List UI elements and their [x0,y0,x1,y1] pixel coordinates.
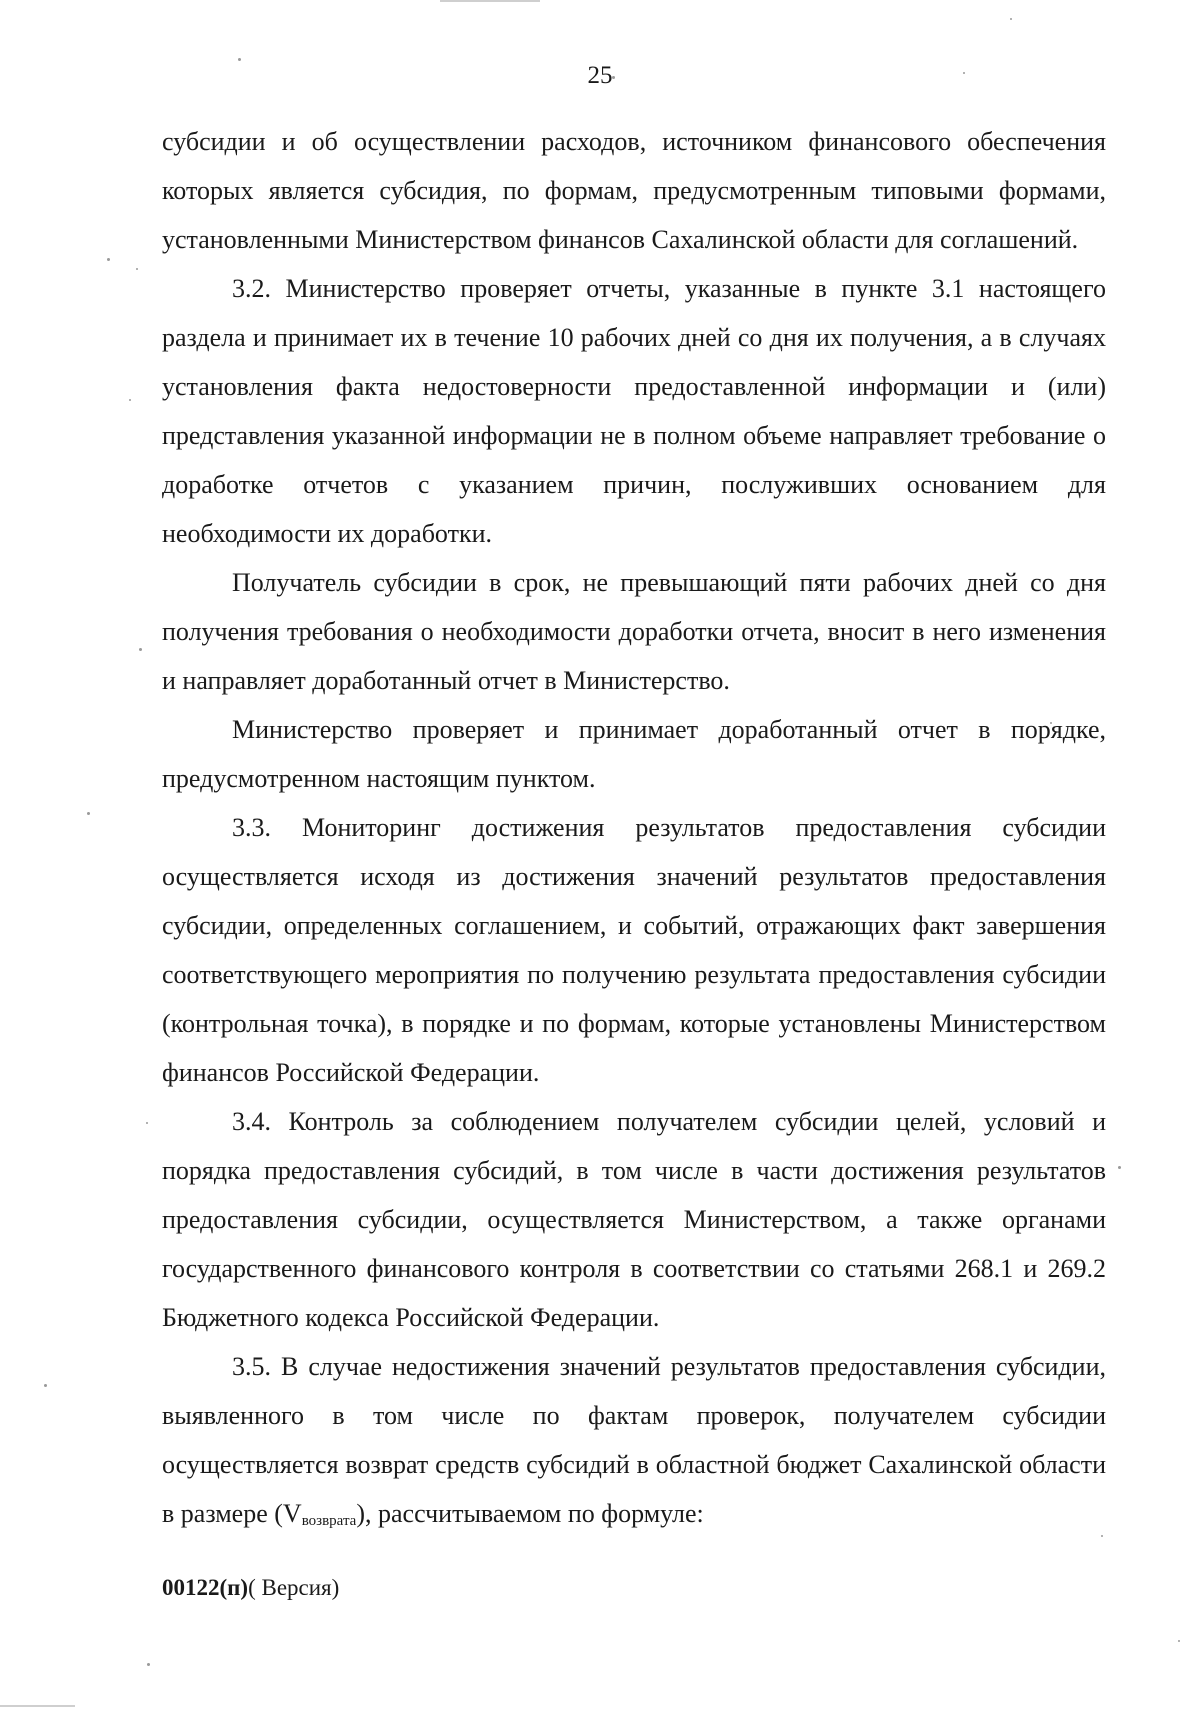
formula-subscript: возврата [301,1513,357,1529]
document-version: ( Версия) [248,1575,340,1600]
paragraph-3-3: 3.3. Мониторинг достижения результатов предоставления субсидии осуществляется исходя из достижения значений результатов предоставления субсидии, определенных соглашением, и событий, отражающих факт завершения соответствующего мероприятия по получению результата предоставления субсидии (контрольная точка), в порядке и по формам, которые установлены Министерством финансов Российской Федерации. [162,813,1106,1087]
page-number: 25 [587,62,613,89]
scan-artifact [440,0,540,2]
scan-speck [238,58,241,61]
scan-speck [129,399,131,401]
paragraph-3-5-tail: ), рассчитываемом по формуле: [356,1499,704,1528]
scan-speck [1178,1640,1180,1642]
scan-artifact [0,1705,75,1707]
scan-speck [107,258,110,261]
scan-speck [1010,18,1012,20]
paragraph-continuation: субсидии и об осуществлении расходов, источником финансового обеспечения которых является субсидия, по формам, предусмотренным типовыми формами, установленными Министерством финансов Сахалинской области для соглашений. [162,127,1106,254]
paragraph-3-5-text: 3.5. В случае недостижения значений результатов предоставления субсидии, выявленного в том числе по фактам проверок, получателем субсидии осуществляется возврат средств субсидий в областной бюджет Сахалинской области в размере (V [162,1352,1106,1528]
scan-speck [44,1384,47,1387]
paragraph-ministry-acceptance: Министерство проверяет и принимает доработанный отчет в порядке, предусмотренном настоящим пунктом. [162,715,1106,793]
scan-speck [139,648,142,651]
scan-speck [136,268,138,270]
paragraph-3-4: 3.4. Контроль за соблюдением получателем субсидии целей, условий и порядка предоставления субсидий, в том числе в части достижения результатов предоставления субсидии, осуществляется Министерством, а также органами государственного финансового контроля в соответствии со статьями 268.1 и 269.2 Бюджетного кодекса Российской Федерации. [162,1107,1106,1332]
paragraph-3-5 [162,1342,1106,1546]
scan-speck [1118,1166,1121,1169]
paragraph-recipient-revision: Получатель субсидии в срок, не превышающий пяти рабочих дней со дня получения требования о необходимости доработки отчета, вносит в него изменения и направляет доработанный отчет в Министерство. [162,568,1106,695]
document-body [162,117,1106,1546]
document-code: 00122(п) [162,1575,249,1600]
scan-speck [87,812,90,815]
paragraph-3-2: 3.2. Министерство проверяет отчеты, указанные в пункте 3.1 настоящего раздела и принимает их в течение 10 рабочих дней со дня их получения, а в случаях установления факта недостоверности предоставленной информации и (или) представления указанной информации не в полном объеме направляет требование о доработке отчетов с указанием причин, послуживших основанием для необходимости их доработки. [162,274,1106,548]
scan-speck [146,1122,148,1124]
document-footer [162,1575,339,1601]
scan-speck [147,1663,150,1666]
